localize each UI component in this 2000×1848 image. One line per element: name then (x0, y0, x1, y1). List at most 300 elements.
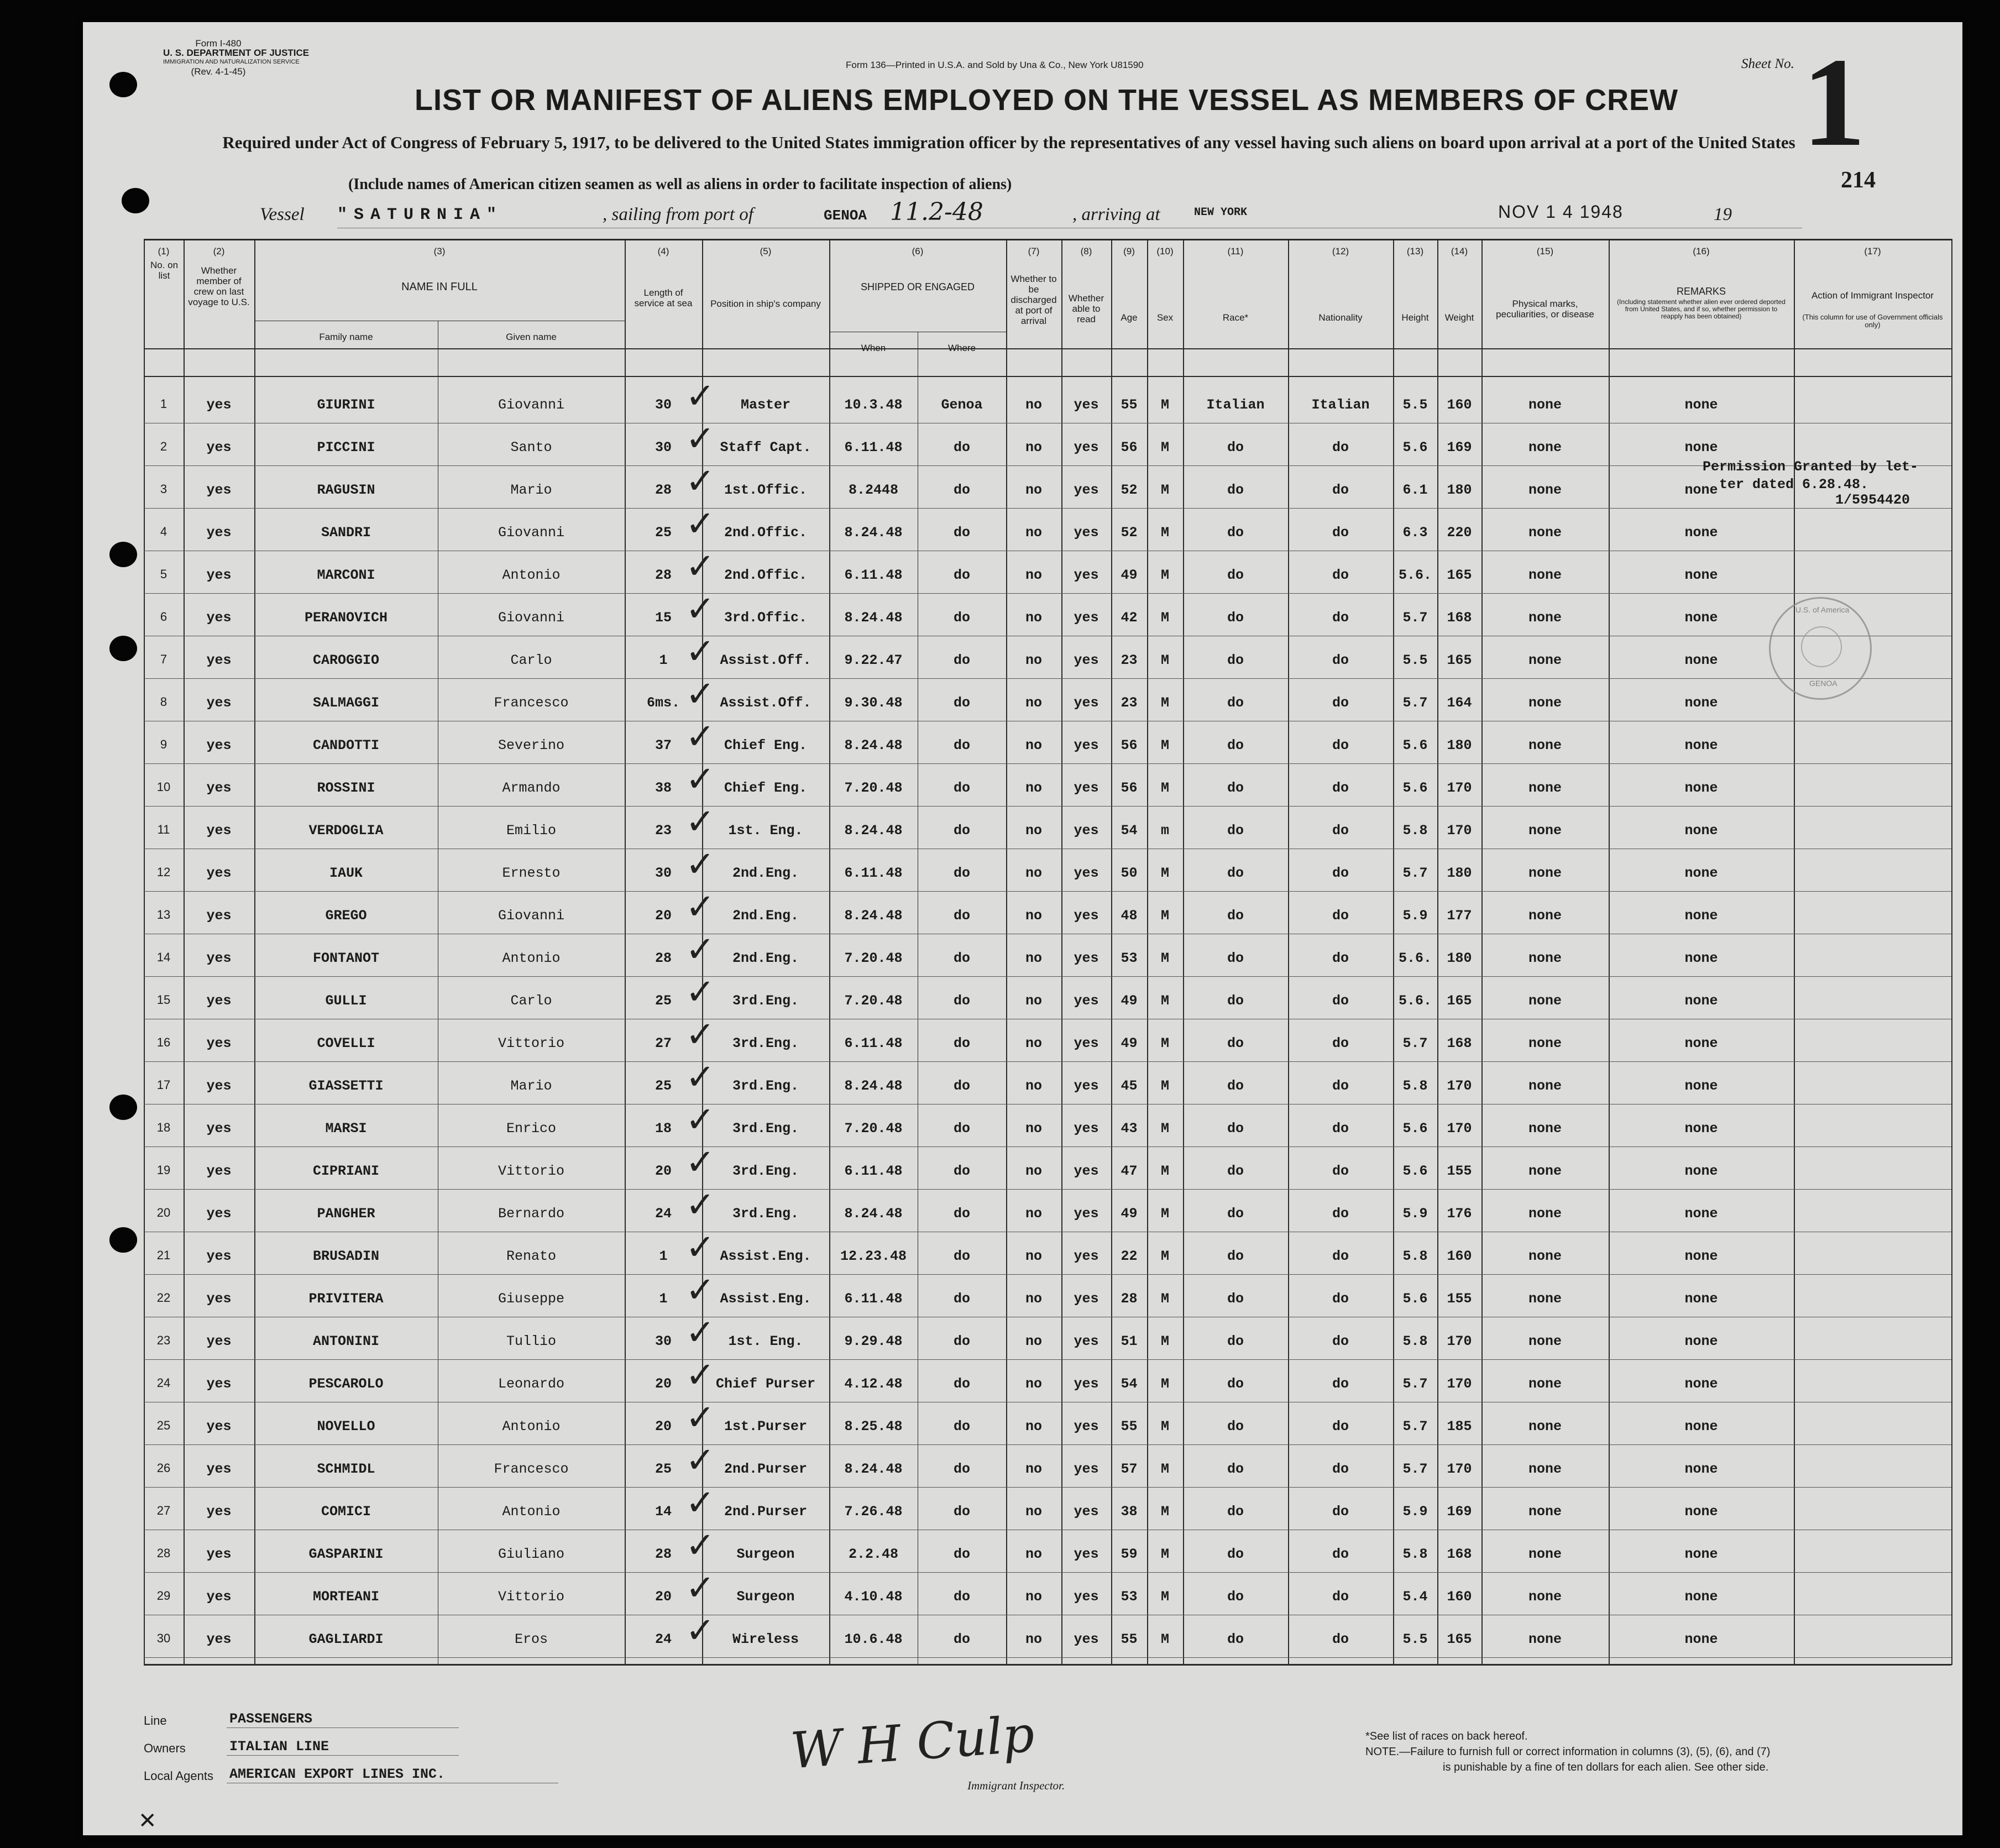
cell-sex: M (1160, 1418, 1169, 1435)
to-port: NEW YORK (1194, 206, 1248, 219)
cell-nationality: do (1332, 610, 1349, 626)
cell-remarks: none (1684, 1631, 1718, 1647)
binder-hole (109, 1227, 137, 1253)
cell-remarks: none (1684, 908, 1718, 924)
cell-no: 1 (160, 397, 167, 411)
cell-prev: yes (206, 1163, 232, 1179)
cell-when: 8.24.48 (844, 610, 903, 626)
cell-height: 5.8 (1402, 823, 1428, 839)
header-race: Race* (1222, 312, 1249, 323)
cell-where: do (953, 993, 970, 1009)
col-number: (13) (1406, 246, 1424, 256)
service: IMMIGRATION AND NATURALIZATION SERVICE (163, 59, 300, 65)
cell-given: Emilio (506, 823, 556, 839)
cell-family: GIURINI (317, 397, 375, 413)
cell-read: yes (1074, 525, 1099, 541)
cell-sex: M (1160, 737, 1169, 753)
cell-position: 3rd.Eng. (732, 1206, 799, 1222)
cell-position: Wireless (732, 1631, 799, 1647)
cell-family: COVELLI (317, 1035, 375, 1051)
cell-nationality: do (1332, 737, 1349, 753)
cell-no: 28 (156, 1546, 171, 1560)
cell-discharged: no (1025, 695, 1042, 711)
cell-race: do (1227, 525, 1244, 541)
cell-marks: none (1528, 1461, 1562, 1477)
line-label: Line (144, 1714, 167, 1727)
cell-nationality: do (1332, 1035, 1349, 1051)
cell-prev: yes (206, 525, 232, 541)
cell-family: GREGO (325, 908, 367, 924)
cell-marks: none (1528, 1291, 1562, 1307)
cell-position: 2nd.Offic. (724, 567, 808, 583)
cell-height: 6.1 (1402, 482, 1428, 498)
cell-no: 16 (156, 1035, 171, 1049)
cell-service: 28 (655, 950, 672, 966)
header-physical-marks: Physical marks, peculiarities, or disease (1496, 299, 1594, 320)
cell-given: Bernardo (498, 1206, 565, 1222)
manifest-number: 214 (1841, 167, 1876, 193)
cell-sex: M (1160, 1291, 1169, 1307)
owners-underline (227, 1755, 459, 1756)
cell-service: 20 (655, 1418, 672, 1435)
cell-height: 5.7 (1402, 865, 1428, 881)
cell-family: PERANOVICH (304, 610, 388, 626)
checkmark-icon: ✓ (685, 887, 715, 928)
cell-remarks: none (1684, 1504, 1718, 1520)
cell-read: yes (1074, 823, 1099, 839)
cell-family: MORTEANI (312, 1589, 380, 1605)
cell-where: do (953, 865, 970, 881)
checkmark-icon: ✓ (685, 972, 715, 1013)
cell-race: do (1227, 1589, 1244, 1605)
cell-when: 6.11.48 (844, 1163, 903, 1179)
cell-weight: 170 (1447, 823, 1472, 839)
cell-weight: 155 (1447, 1163, 1472, 1179)
checkmark-icon: ✓ (685, 1270, 715, 1311)
cell-given: Armando (502, 780, 561, 796)
cell-where: do (953, 610, 970, 626)
cell-where: do (953, 780, 970, 796)
cell-where: do (953, 439, 970, 456)
cell-where: do (953, 1248, 970, 1264)
cell-position: 2nd.Offic. (724, 525, 808, 541)
handwritten-date: 11.2-48 (890, 198, 983, 226)
cell-remarks: none (1684, 1546, 1718, 1562)
cell-where: do (953, 695, 970, 711)
cell-position: 1st.Purser (724, 1418, 808, 1435)
cell-race: do (1227, 482, 1244, 498)
cell-height: 5.8 (1402, 1078, 1428, 1094)
permission-annotation-line1: Permission Granted by let- (1703, 459, 1919, 475)
form-number: Form I-480 (195, 38, 242, 49)
cell-prev: yes (206, 1376, 232, 1392)
row-separator (144, 1572, 1951, 1573)
cell-discharged: no (1025, 439, 1042, 456)
cell-age: 55 (1121, 1418, 1138, 1435)
cell-race: do (1227, 695, 1244, 711)
col-number: (5) (760, 246, 772, 256)
cell-family: VERDOGLIA (308, 823, 384, 839)
cell-sex: M (1160, 1121, 1169, 1137)
cell-sex: M (1160, 1461, 1169, 1477)
cell-position: Chief Eng. (724, 780, 808, 796)
cell-read: yes (1074, 482, 1099, 498)
cell-nationality: do (1332, 1461, 1349, 1477)
cell-marks: none (1528, 695, 1562, 711)
cell-nationality: do (1332, 1078, 1349, 1094)
cell-sex: M (1160, 950, 1169, 966)
cell-service: 6ms. (646, 695, 680, 711)
cell-age: 49 (1121, 1035, 1138, 1051)
cell-given: Carlo (510, 652, 552, 668)
cell-service: 23 (655, 823, 672, 839)
cell-prev: yes (206, 1418, 232, 1435)
cell-sex: M (1160, 1376, 1169, 1392)
header-discharged: Whether to be discharged at port of arrival (1011, 274, 1057, 326)
checkmark-icon: ✓ (685, 1100, 715, 1140)
cell-family: ROSSINI (317, 780, 375, 796)
cell-nationality: do (1332, 695, 1349, 711)
cell-race: do (1227, 567, 1244, 583)
cell-marks: none (1528, 993, 1562, 1009)
cell-discharged: no (1025, 482, 1042, 498)
cell-position: 2nd.Eng. (732, 950, 799, 966)
cell-position: Chief Purser (715, 1376, 816, 1392)
cell-marks: none (1528, 1163, 1562, 1179)
cell-given: Antonio (502, 1504, 561, 1520)
consular-seal-bottom-text: GENOA (1809, 679, 1837, 688)
cell-family: GULLI (325, 993, 367, 1009)
cell-when: 6.11.48 (844, 1035, 903, 1051)
checkmark-icon: ✓ (685, 418, 715, 459)
cell-read: yes (1074, 652, 1099, 668)
cell-weight: 170 (1447, 1376, 1472, 1392)
cell-marks: none (1528, 652, 1562, 668)
cell-family: PICCINI (317, 439, 375, 456)
binder-hole (122, 188, 149, 213)
cell-given: Antonio (502, 567, 561, 583)
cell-weight: 160 (1447, 397, 1472, 413)
cell-sex: M (1160, 1163, 1169, 1179)
cell-height: 5.6 (1402, 780, 1428, 796)
cell-where: do (953, 823, 970, 839)
checkmark-icon: ✓ (685, 1312, 715, 1353)
subtitle: Required under Act of Congress of February 5, 1917, to be delivered to the United States immigration officer by the representatives of any vessel having such aliens on board upon arrival at a port of the United States (222, 133, 1795, 152)
department: U. S. DEPARTMENT OF JUSTICE (163, 48, 310, 58)
cell-position: 3rd.Eng. (732, 1163, 799, 1179)
cell-prev: yes (206, 993, 232, 1009)
cell-where: do (953, 1035, 970, 1051)
col-number: (6) (912, 246, 924, 256)
cell-height: 5.6 (1402, 1163, 1428, 1179)
cell-age: 47 (1121, 1163, 1138, 1179)
cell-family: SANDRI (321, 525, 371, 541)
cell-nationality: do (1332, 1121, 1349, 1137)
cell-no: 27 (156, 1504, 171, 1517)
header-height: Height (1401, 312, 1429, 323)
cell-weight: 168 (1447, 1546, 1472, 1562)
cell-given: Francesco (494, 695, 569, 711)
cell-marks: none (1528, 780, 1562, 796)
cell-discharged: no (1025, 567, 1042, 583)
inspector-signature: W H Culp (788, 1705, 1036, 1781)
cell-remarks: none (1684, 1418, 1718, 1435)
cell-no: 17 (156, 1078, 171, 1092)
cell-service: 38 (655, 780, 672, 796)
cell-remarks: none (1684, 780, 1718, 796)
cell-weight: 165 (1447, 1631, 1472, 1647)
cell-discharged: no (1025, 1461, 1042, 1477)
cell-sex: M (1160, 1035, 1169, 1051)
col-number: (11) (1227, 246, 1244, 256)
cell-read: yes (1074, 950, 1099, 966)
cell-nationality: do (1332, 780, 1349, 796)
cell-position: Surgeon (736, 1546, 795, 1562)
races-note: *See list of races on back hereof. (1365, 1730, 1528, 1742)
cell-family: BRUSADIN (312, 1248, 380, 1264)
cell-position: 3rd.Eng. (732, 1121, 799, 1137)
cell-marks: none (1528, 1589, 1562, 1605)
cell-given: Giovanni (498, 525, 565, 541)
cell-sex: M (1160, 908, 1169, 924)
cell-marks: none (1528, 1333, 1562, 1349)
consular-seal-stamp (1769, 597, 1872, 700)
cell-race: do (1227, 1206, 1244, 1222)
cell-nationality: do (1332, 1631, 1349, 1647)
cell-given: Santo (510, 439, 552, 456)
cell-race: do (1227, 865, 1244, 881)
cell-where: do (953, 1461, 970, 1477)
binder-hole (109, 1095, 137, 1120)
cell-read: yes (1074, 1163, 1099, 1179)
cell-marks: none (1528, 1631, 1562, 1647)
cell-discharged: no (1025, 1206, 1042, 1222)
row-separator (144, 1487, 1951, 1488)
cell-race: do (1227, 950, 1244, 966)
cell-no: 18 (156, 1121, 171, 1134)
checkmark-icon: ✓ (685, 1185, 715, 1226)
cell-read: yes (1074, 610, 1099, 626)
cell-age: 56 (1121, 737, 1138, 753)
cell-no: 29 (156, 1589, 171, 1603)
cell-position: 3rd.Offic. (724, 610, 808, 626)
cell-remarks: none (1684, 1078, 1718, 1094)
cell-where: do (953, 1418, 970, 1435)
cell-age: 42 (1121, 610, 1138, 626)
cell-read: yes (1074, 1504, 1099, 1520)
cell-service: 1 (659, 1248, 668, 1264)
cell-no: 3 (160, 482, 167, 496)
inspector-label: Immigrant Inspector. (967, 1779, 1065, 1792)
cell-no: 13 (156, 908, 171, 922)
cell-when: 6.11.48 (844, 567, 903, 583)
header-remarks: REMARKS (1676, 286, 1726, 297)
cell-when: 9.22.47 (844, 652, 903, 668)
cell-read: yes (1074, 695, 1099, 711)
checkmark-icon: ✓ (685, 1227, 715, 1268)
checkmark-icon: ✓ (685, 1014, 715, 1055)
cell-prev: yes (206, 439, 232, 456)
cell-no: 22 (156, 1291, 171, 1305)
cell-family: PESCAROLO (308, 1376, 384, 1392)
cell-height: 5.9 (1402, 1206, 1428, 1222)
arrival-stamp-date: NOV 1 4 1948 (1498, 202, 1624, 222)
cell-when: 10.3.48 (844, 397, 903, 413)
cell-service: 30 (655, 397, 672, 413)
x-mark: ✕ (138, 1808, 157, 1833)
cell-given: Giuliano (498, 1546, 565, 1562)
row-separator (144, 891, 1951, 892)
cell-when: 4.10.48 (844, 1589, 903, 1605)
cell-race: do (1227, 1376, 1244, 1392)
cell-weight: 168 (1447, 1035, 1472, 1051)
cell-marks: none (1528, 1418, 1562, 1435)
cell-when: 6.11.48 (844, 1291, 903, 1307)
header-bottom-border (144, 348, 1951, 349)
binder-hole (109, 542, 137, 567)
cell-age: 54 (1121, 823, 1138, 839)
cell-age: 28 (1121, 1291, 1138, 1307)
cell-service: 30 (655, 1333, 672, 1349)
cell-service: 30 (655, 439, 672, 456)
cell-prev: yes (206, 1206, 232, 1222)
cell-position: 3rd.Eng. (732, 1035, 799, 1051)
header-no-on-list: No. on list (150, 260, 179, 281)
cell-discharged: no (1025, 737, 1042, 753)
cell-no: 8 (160, 695, 167, 709)
col-number: (8) (1080, 246, 1092, 256)
cell-when: 8.24.48 (844, 737, 903, 753)
cell-height: 5.7 (1402, 610, 1428, 626)
col-number: (9) (1123, 246, 1135, 256)
cell-remarks: none (1684, 397, 1718, 413)
cell-nationality: do (1332, 865, 1349, 881)
cell-no: 12 (156, 865, 171, 879)
page-title: LIST OR MANIFEST OF ALIENS EMPLOYED ON THE VESSEL AS MEMBERS OF CREW (415, 83, 1679, 117)
cell-age: 43 (1121, 1121, 1138, 1137)
cell-prev: yes (206, 737, 232, 753)
cell-family: GIASSETTI (308, 1078, 384, 1094)
cell-family: GAGLIARDI (308, 1631, 384, 1647)
cell-no: 19 (156, 1163, 171, 1177)
cell-marks: none (1528, 567, 1562, 583)
permission-file-number: 1/5954420 (1835, 492, 1910, 508)
cell-service: 24 (655, 1631, 672, 1647)
cell-prev: yes (206, 1291, 232, 1307)
cell-service: 24 (655, 1206, 672, 1222)
cell-nationality: do (1332, 1248, 1349, 1264)
cell-family: NOVELLO (317, 1418, 375, 1435)
cell-when: 8.24.48 (844, 823, 903, 839)
cell-race: do (1227, 1418, 1244, 1435)
cell-read: yes (1074, 865, 1099, 881)
cell-race: do (1227, 780, 1244, 796)
cell-sex: M (1160, 1078, 1169, 1094)
checkmark-icon: ✓ (685, 1568, 715, 1609)
header-family-name: Family name (319, 332, 373, 342)
cell-nationality: do (1332, 1376, 1349, 1392)
cell-discharged: no (1025, 525, 1042, 541)
checkmark-icon: ✓ (685, 1525, 715, 1566)
sheet-number: 1 (1802, 32, 1866, 172)
cell-family: IAUK (329, 865, 363, 881)
owners-value: ITALIAN LINE (229, 1739, 329, 1755)
cell-height: 5.4 (1402, 1589, 1428, 1605)
cell-weight: 165 (1447, 567, 1472, 583)
checkmark-icon: ✓ (685, 589, 715, 630)
cell-position: Assist.Off. (720, 695, 811, 711)
row-separator (144, 806, 1951, 807)
cell-sex: M (1160, 865, 1169, 881)
printer-line: Form 136—Printed in U.S.A. and Sold by Una & Co., New York U81590 (846, 60, 1144, 70)
cell-prev: yes (206, 865, 232, 881)
cell-service: 1 (659, 1291, 668, 1307)
cell-given: Eros (514, 1631, 548, 1647)
header-inspector-note: (This column for use of Government officials only) (1802, 313, 1943, 329)
cell-sex: M (1160, 652, 1169, 668)
cell-remarks: none (1684, 567, 1718, 583)
cell-sex: M (1160, 1504, 1169, 1520)
cell-family: SCHMIDL (317, 1461, 375, 1477)
cell-position: 1st.Offic. (724, 482, 808, 498)
cell-discharged: no (1025, 993, 1042, 1009)
cell-marks: none (1528, 1504, 1562, 1520)
checkmark-icon: ✓ (685, 631, 715, 672)
cell-race: do (1227, 737, 1244, 753)
cell-read: yes (1074, 908, 1099, 924)
cell-height: 5.5 (1402, 652, 1428, 668)
cell-marks: none (1528, 1121, 1562, 1137)
cell-age: 56 (1121, 780, 1138, 796)
cell-weight: 170 (1447, 1078, 1472, 1094)
cell-prev: yes (206, 610, 232, 626)
local-agents-label: Local Agents (144, 1769, 213, 1783)
cell-prev: yes (206, 695, 232, 711)
cell-family: RAGUSIN (317, 482, 375, 498)
cell-discharged: no (1025, 652, 1042, 668)
cell-service: 27 (655, 1035, 672, 1051)
cell-weight: 165 (1447, 993, 1472, 1009)
header-given-name: Given name (506, 332, 557, 342)
header-weight: Weight (1444, 312, 1474, 323)
cell-when: 8.24.48 (844, 1461, 903, 1477)
cell-sex: M (1160, 397, 1169, 413)
cell-height: 5.9 (1402, 908, 1428, 924)
cell-nationality: do (1332, 1504, 1349, 1520)
cell-service: 25 (655, 993, 672, 1009)
cell-discharged: no (1025, 1121, 1042, 1137)
cell-position: Chief Eng. (724, 737, 808, 753)
col-number: (17) (1864, 246, 1881, 256)
cell-position: Surgeon (736, 1589, 795, 1605)
cell-given: Vittorio (498, 1035, 565, 1051)
cell-when: 8.25.48 (844, 1418, 903, 1435)
cell-sex: M (1160, 610, 1169, 626)
cell-position: 2nd.Eng. (732, 865, 799, 881)
binder-hole (109, 72, 137, 97)
cell-age: 52 (1121, 525, 1138, 541)
local-agents-value: AMERICAN EXPORT LINES INC. (229, 1766, 446, 1782)
cell-position: Assist.Off. (720, 652, 811, 668)
cell-height: 5.7 (1402, 1461, 1428, 1477)
eagle-emblem-icon (1801, 626, 1842, 667)
sheet-label: Sheet No. (1741, 56, 1794, 71)
cell-discharged: no (1025, 1333, 1042, 1349)
cell-no: 11 (157, 823, 170, 836)
cell-given: Leonardo (498, 1376, 565, 1392)
cell-read: yes (1074, 993, 1099, 1009)
cell-service: 14 (655, 1504, 672, 1520)
